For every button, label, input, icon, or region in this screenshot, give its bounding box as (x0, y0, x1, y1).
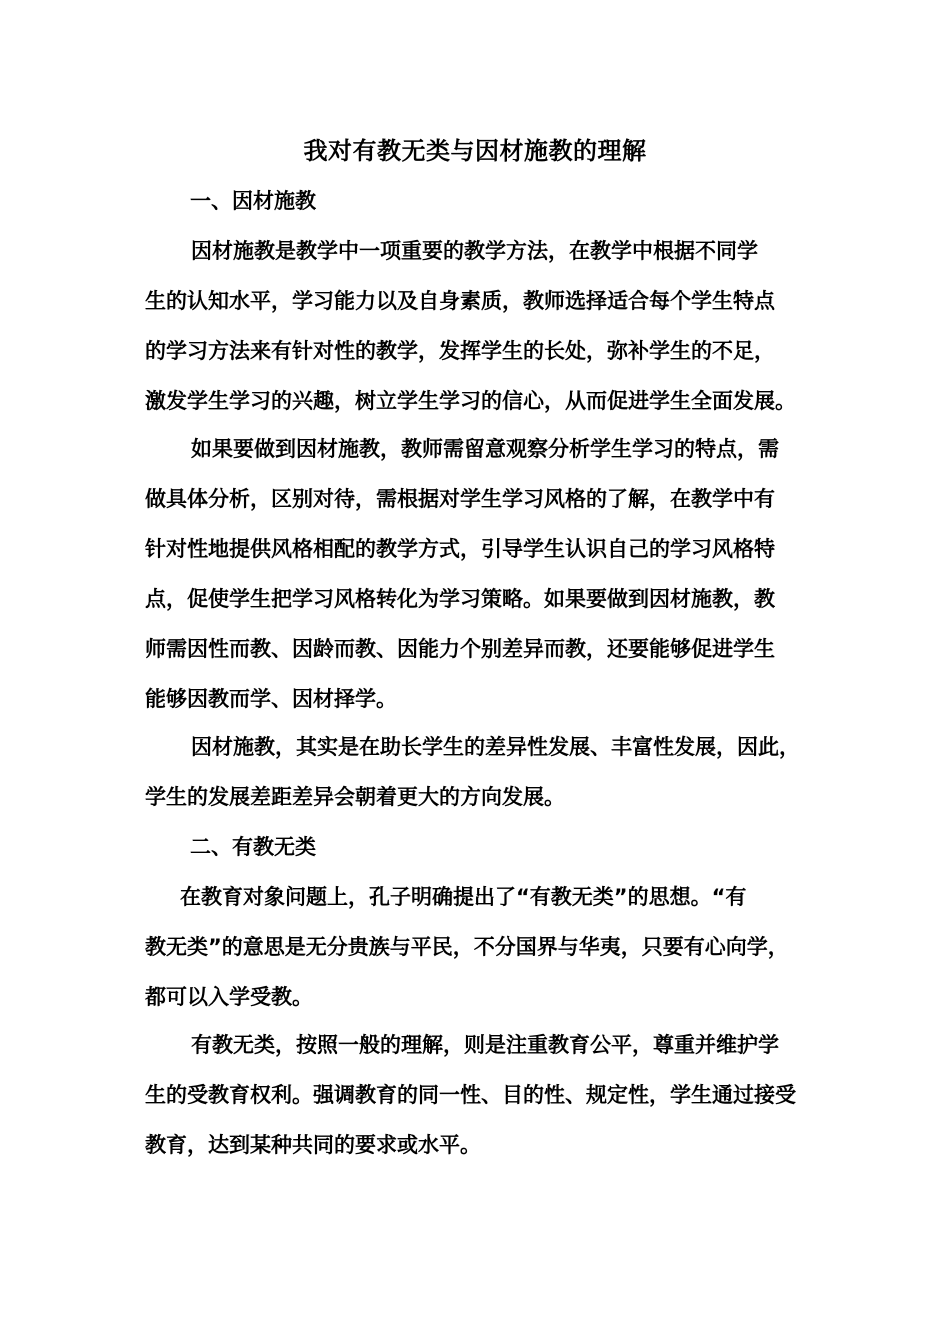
paragraph-line: 教育，达到某种共同的要求或水平。 (145, 1133, 481, 1157)
paragraph-line: 生的受教育权利。强调教育的同一性、目的性、规定性，学生通过接受 (145, 1083, 796, 1107)
section-heading-2: 二、有教无类 (190, 835, 316, 859)
paragraph-line: 针对性地提供风格相配的教学方式，引导学生认识自己的学习风格特 (145, 537, 775, 561)
paragraph-line: 生的认知水平，学习能力以及自身素质，教师选择适合每个学生特点 (145, 289, 775, 313)
paragraph-line: 因材施教，其实是在助长学生的差异性发展、丰富性发展，因此， (191, 735, 800, 759)
paragraph-1 (145, 226, 815, 426)
paragraph-2 (145, 424, 815, 724)
section-heading-1: 一、因材施教 (190, 189, 316, 213)
paragraph-line: 学生的发展差距差异会朝着更大的方向发展。 (145, 785, 565, 809)
paragraph-line: 点，促使学生把学习风格转化为学习策略。如果要做到因材施教，教 (145, 587, 775, 611)
paragraph-line: 都可以入学受教。 (145, 985, 313, 1009)
paragraph-line: 在教育对象问题上，孔子明确提出了“有教无类”的思想。“有 (180, 885, 747, 909)
paragraph-line: 如果要做到因材施教，教师需留意观察分析学生学习的特点，需 (191, 437, 779, 461)
paragraph-line: 有教无类，按照一般的理解，则是注重教育公平，尊重并维护学 (191, 1033, 779, 1057)
paragraph-4 (145, 872, 815, 1022)
paragraph-line: 因材施教是教学中一项重要的教学方法，在教学中根据不同学 (191, 239, 758, 263)
paragraph-line: 师需因性而教、因龄而教、因能力个别差异而教，还要能够促进学生 (145, 637, 775, 661)
paragraph-line: 教无类”的意思是无分贵族与平民，不分国界与华夷，只要有心向学， (145, 935, 789, 959)
page-title: 我对有教无类与因材施教的理解 (303, 137, 647, 165)
paragraph-line: 激发学生学习的兴趣，树立学生学习的信心，从而促进学生全面发展。 (145, 389, 796, 413)
paragraph-line: 能够因教而学、因材择学。 (145, 687, 397, 711)
paragraph-line: 做具体分析，区别对待，需根据对学生学习风格的了解，在教学中有 (145, 487, 775, 511)
paragraph-3 (145, 722, 815, 822)
paragraph-5 (145, 1020, 815, 1170)
paragraph-line: 的学习方法来有针对性的教学，发挥学生的长处，弥补学生的不足， (145, 339, 775, 363)
